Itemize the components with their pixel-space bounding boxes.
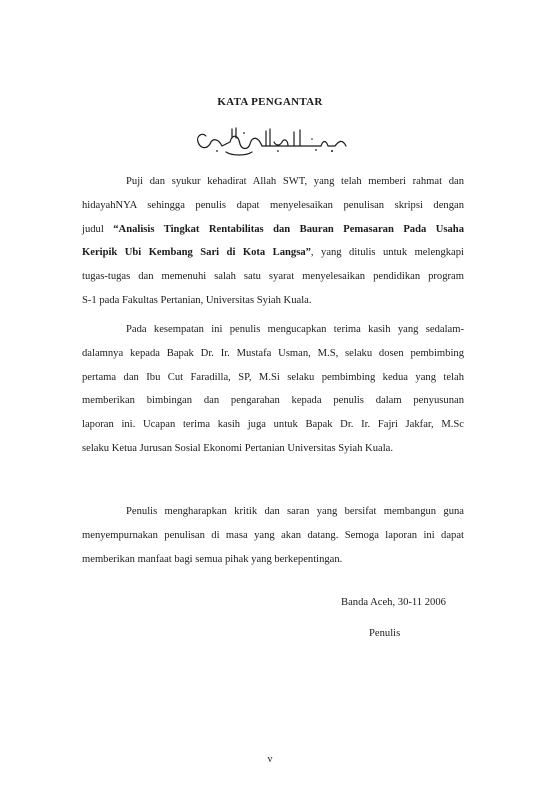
text-line xyxy=(82,218,464,242)
text-segment: , yang ditulis untuk melengkapi xyxy=(310,247,464,259)
thesis-title-part2: Keripik Ubi Kembang Sari di Kota Langsa” xyxy=(82,247,311,259)
text-segment: judul xyxy=(82,223,114,235)
author-signature: Penulis xyxy=(369,628,401,639)
text-line: menyempurnakan penulisan di masa yang akan datang. Semoga laporan ini dapat xyxy=(82,529,464,541)
place-date: Banda Aceh, 30-11 2006 xyxy=(341,597,446,608)
text-line xyxy=(82,241,464,265)
text-line: Penulis mengharapkan kritik dan saran yang bersifat membangun guna xyxy=(126,506,464,517)
page-title: KATA PENGANTAR xyxy=(217,96,323,108)
text-line: hidayahNYA sehingga penulis dapat menyelesaikan penulisan skripsi dengan xyxy=(82,199,464,211)
paragraph-thanks xyxy=(82,318,464,461)
text-line: Pada kesempatan ini penulis mengucapkan terima kasih yang sedalam- xyxy=(126,324,464,335)
text-line: pertama dan Ibu Cut Faradilla, SP, M.Si selaku pembimbing kedua yang telah xyxy=(82,371,464,383)
text-line: laporan ini. Ucapan terima kasih juga untuk Bapak Dr. Ir. Fajri Jakfar, M.Sc xyxy=(82,419,464,431)
paragraph-intro xyxy=(82,170,464,313)
page-number: v xyxy=(267,754,273,765)
text-line: memberikan bimbingan dan pengarahan kepada penulis dalam penyusunan xyxy=(82,395,464,407)
text-line: dalamnya kepada Bapak Dr. Ir. Mustafa Usman, M.S, selaku dosen pembimbing xyxy=(82,347,464,359)
text-line: Puji dan syukur kehadirat Allah SWT, yang telah memberi rahmat dan xyxy=(126,176,464,187)
text-line: memberikan manfaat bagi semua pihak yang berkepentingan. xyxy=(82,553,343,565)
paragraph-closing xyxy=(82,500,464,571)
text-line: S-1 pada Fakultas Pertanian, Universitas Syiah Kuala. xyxy=(82,294,312,306)
text-line: selaku Ketua Jurusan Sosial Ekonomi Pertanian Universitas Syiah Kuala. xyxy=(82,442,393,454)
bismillah-calligraphy-icon xyxy=(192,124,352,158)
thesis-title-part1: “Analisis Tingkat Rentabilitas dan Bauran Pemasaran Pada Usaha xyxy=(113,223,464,235)
text-line: tugas-tugas dan memenuhi salah satu syarat menyelesaikan pendidikan program xyxy=(82,271,464,283)
